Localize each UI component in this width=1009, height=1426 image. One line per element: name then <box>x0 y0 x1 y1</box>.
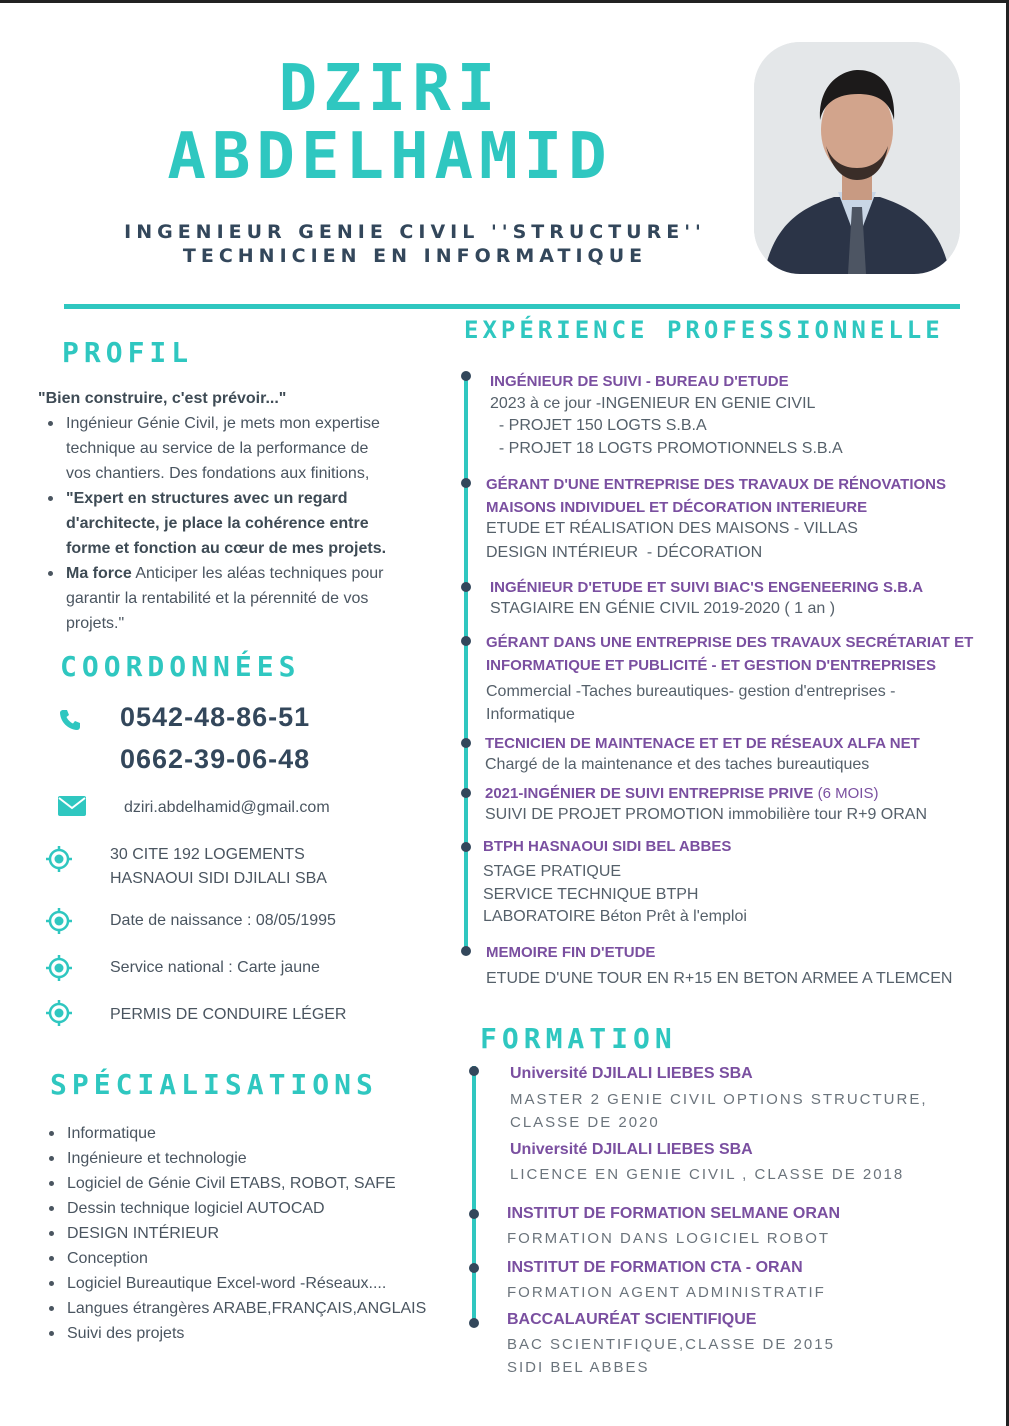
exp-2-line: DESIGN INTÉRIEUR - DÉCORATION <box>486 544 763 561</box>
spec-item: DESIGN INTÉRIEUR <box>67 1221 480 1246</box>
name-first: DZIRI <box>278 52 502 126</box>
driving-license: PERMIS DE CONDUIRE LÉGER <box>110 1006 347 1023</box>
birth-date: Date de naissance : 08/05/1995 <box>110 912 336 929</box>
exp-3-title: INGÉNIEUR D'ETUDE ET SUIVI BIAC'S ENGENEERING S.B.A <box>490 579 924 596</box>
profile-bullet-3: Ma force Anticiper les aléas techniques pour garantir la rentabilité et la pérennité de vos projets." <box>66 561 468 636</box>
education-timeline <box>472 1066 476 1322</box>
profile-quote: "Bien construire, c'est prévoir..." <box>38 390 287 407</box>
exp-3-line: STAGIAIRE EN GÉNIE CIVIL 2019-2020 ( 1 an ) <box>490 600 836 617</box>
exp-4-title: INFORMATIQUE ET PUBLICITÉ - ET GESTION D'ENTREPRISES <box>486 657 936 674</box>
exp-6-line: SUIVI DE PROJET PROMOTION immobilière tour R+9 ORAN <box>485 806 928 823</box>
profile-bullet-2: "Expert en structures avec un regard d'architecte, je place la cohérence entre forme et fonction au cœur de mes projets. <box>66 486 468 561</box>
timeline-dot <box>461 946 471 956</box>
exp-2-line: ETUDE ET RÉALISATION DES MAISONS - VILLAS <box>486 520 858 537</box>
phone-icon <box>58 708 82 732</box>
timeline-dot <box>461 738 471 748</box>
edu-1-line: MASTER 2 GENIE CIVIL OPTIONS STRUCTURE, <box>510 1091 928 1108</box>
exp-1-line: - PROJET 150 LOGTS S.B.A <box>490 417 707 434</box>
edu-3-line: FORMATION DANS LOGICIEL ROBOT <box>507 1230 831 1247</box>
exp-6-title: 2021-INGÉNIER DE SUIVI ENTREPRISE PRIVE (6 MOIS) <box>485 785 879 802</box>
spec-item: Suivi des projets <box>67 1321 480 1346</box>
exp-5-line: Chargé de la maintenance et des taches bureautiques <box>485 756 870 773</box>
header-divider <box>64 304 960 309</box>
exp-4-title: GÉRANT DANS UNE ENTREPRISE DES TRAVAUX SECRÉTARIAT ET <box>486 634 974 651</box>
edu-1-line: CLASSE DE 2020 <box>510 1114 660 1131</box>
exp-1-line: 2023 à ce jour -INGENIEUR EN GENIE CIVIL <box>490 395 816 412</box>
email-address[interactable]: dziri.abdelhamid@gmail.com <box>124 799 330 816</box>
phone-number-2[interactable]: 0662-39-06-48 <box>120 744 311 774</box>
job-title-line2: TECHNICIEN EN INFORMATIQUE <box>182 245 648 267</box>
mail-icon <box>58 796 86 816</box>
exp-5-title: TECNICIEN DE MAINTENACE ET ET DE RÉSEAUX ALFA NET <box>485 735 920 752</box>
spec-item: Ingénieure et technologie <box>67 1146 480 1171</box>
edu-5-title: BACCALAURÉAT SCIENTIFIQUE <box>507 1311 757 1328</box>
timeline-dot <box>461 371 471 381</box>
profile-heading: PROFIL <box>62 336 194 369</box>
exp-1-line: - PROJET 18 LOGTS PROMOTIONNELS S.B.A <box>490 440 843 457</box>
address-line-1: 30 CITE 192 LOGEMENTS <box>110 846 305 863</box>
spec-item: Langues étrangères ARABE,FRANÇAIS,ANGLAIS <box>67 1296 480 1321</box>
edu-2-title: Université DJILALI LIEBES SBA <box>510 1141 753 1158</box>
exp-4-line: Commercial -Taches bureautiques- gestion d'entreprises - <box>486 683 896 700</box>
spec-item: Logiciel Bureautique Excel-word -Réseaux.... <box>67 1271 480 1296</box>
timeline-dot <box>461 788 471 798</box>
address-line-2: HASNAOUI SIDI DJILALI SBA <box>110 870 327 887</box>
national-service: Service national : Carte jaune <box>110 959 320 976</box>
spec-item: Logiciel de Génie Civil ETABS, ROBOT, SAFE <box>67 1171 480 1196</box>
portrait-illustration <box>754 42 960 274</box>
contact-heading: COORDONNÉES <box>60 650 301 683</box>
experience-heading: EXPÉRIENCE PROFESSIONNELLE <box>464 316 944 344</box>
edu-4-title: INSTITUT DE FORMATION CTA - ORAN <box>507 1259 803 1276</box>
timeline-dot <box>469 1066 479 1076</box>
page-border-top <box>0 0 1009 3</box>
timeline-dot <box>469 1209 479 1219</box>
name-last: ABDELHAMID <box>167 120 613 194</box>
license-target-icon <box>46 1000 72 1026</box>
education-heading: FORMATION <box>480 1022 677 1055</box>
timeline-dot <box>461 842 471 852</box>
exp-8-line: ETUDE D'UNE TOUR EN R+15 EN BETON ARMEE A TLEMCEN <box>486 970 953 987</box>
edu-5-line: BAC SCIENTIFIQUE,CLASSE DE 2015 <box>507 1336 835 1353</box>
edu-1-title: Université DJILALI LIEBES SBA <box>510 1065 753 1082</box>
timeline-dot <box>461 478 471 488</box>
exp-2-title: GÉRANT D'UNE ENTREPRISE DES TRAVAUX DE RÉNOVATIONS <box>486 476 946 493</box>
edu-2-line: LICENCE EN GENIE CIVIL , CLASSE DE 2018 <box>510 1166 905 1183</box>
specializations-list <box>40 1121 480 1346</box>
birthdate-target-icon <box>46 908 72 934</box>
exp-7-line: LABORATOIRE Béton Prêt à l'emploi <box>483 908 747 925</box>
phone-number-1[interactable]: 0542-48-86-51 <box>120 702 311 732</box>
timeline-dot <box>469 1263 479 1273</box>
location-target-icon <box>46 846 72 872</box>
exp-7-title: BTPH HASNAOUI SIDI BEL ABBES <box>483 838 732 855</box>
service-target-icon <box>46 955 72 981</box>
profile-bullets <box>38 411 468 636</box>
experience-timeline <box>464 376 468 954</box>
timeline-dot <box>469 1318 479 1328</box>
profile-photo <box>754 42 960 274</box>
exp-7-line: SERVICE TECHNIQUE BTPH <box>483 886 699 903</box>
edu-4-line: FORMATION AGENT ADMINISTRATIF <box>507 1284 826 1301</box>
exp-8-title: MEMOIRE FIN D'ETUDE <box>486 944 656 961</box>
spec-item: Informatique <box>67 1121 480 1146</box>
exp-6-duration: (6 MOIS) <box>813 785 879 802</box>
timeline-dot <box>461 582 471 592</box>
exp-7-line: STAGE PRATIQUE <box>483 863 622 880</box>
job-title-line1: INGENIEUR GENIE CIVIL ''STRUCTURE'' <box>124 221 706 243</box>
specializations-heading: SPÉCIALISATIONS <box>50 1068 378 1101</box>
exp-1-title: INGÉNIEUR DE SUIVI - BUREAU D'ETUDE <box>490 373 789 390</box>
spec-item: Conception <box>67 1246 480 1271</box>
edu-3-title: INSTITUT DE FORMATION SELMANE ORAN <box>507 1205 841 1222</box>
spec-item: Dessin technique logiciel AUTOCAD <box>67 1196 480 1221</box>
exp-2-title: MAISONS INDIVIDUEL ET DÉCORATION INTERIEURE <box>486 499 868 516</box>
exp-4-line: Informatique <box>486 706 575 723</box>
profile-bullet-1: Ingénieur Génie Civil, je mets mon expertise technique au service de la performance de vos chantiers. Des fondations aux finitions, <box>66 411 468 486</box>
edu-5-line: SIDI BEL ABBES <box>507 1359 650 1376</box>
timeline-dot <box>461 636 471 646</box>
